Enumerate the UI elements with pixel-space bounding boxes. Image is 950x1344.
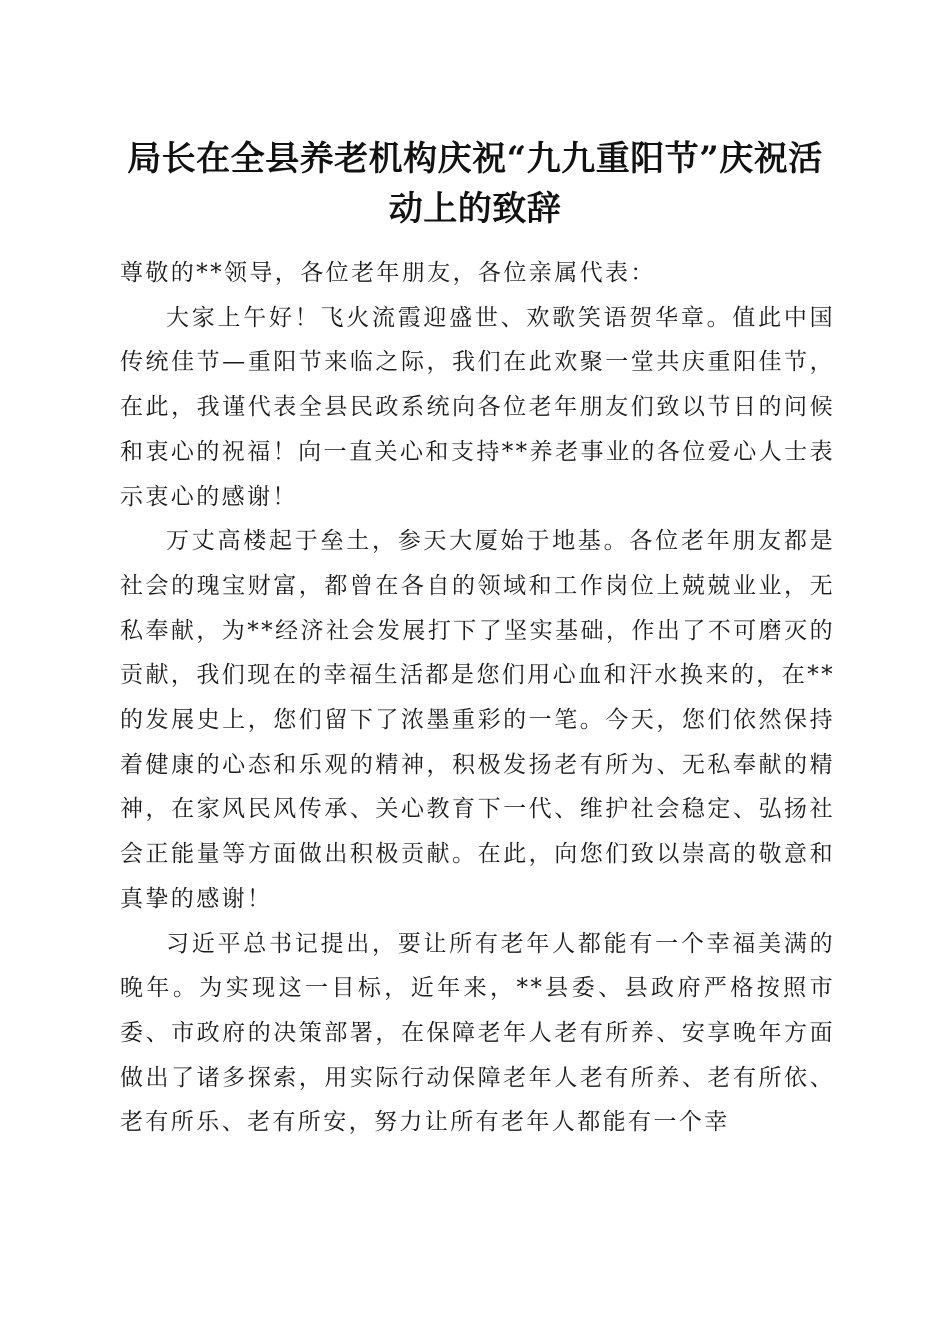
paragraph-3: 习近平总书记提出，要让所有老年人都能有一个幸福美满的晚年。为实现这一目标，近年来，**县委、县政府严格按照市委、市政府的决策部署，在保障老年人老有所养、安享晚年方面做出了诸多探索，用实际行动保障老年人老有所养、老有所依、老有所乐、老有所安，努力让所有老年人都能有一个幸 xyxy=(120,930,835,1136)
document-body xyxy=(120,251,835,1145)
salutation: 尊敬的**领导，各位老年朋友，各位亲属代表： xyxy=(120,260,656,286)
document-title: 局长在全县养老机构庆祝“九九重阳节”庆祝活动上的致辞 xyxy=(127,139,823,229)
paragraph-2: 万丈高楼起于垒土，参天大厦始于地基。各位老年朋友都是社会的瑰宝财富，都曾在各自的领域和工作岗位上兢兢业业，无私奉献，为**经济社会发展打下了坚实基础，作出了不可磨灭的贡献，我们现在的幸福生活都是您们用心血和汗水换来的，在**的发展史上，您们留下了浓墨重彩的一笔。今天，您们依然保持着健康的心态和乐观的精神，积极发扬老有所为、无私奉献的精神，在家风民风传承、关心教育下一代、维护社会稳定、弘扬社会正能量等方面做出积极贡献。在此，向您们致以崇高的敬意和真挚的感谢！ xyxy=(120,528,835,912)
paragraph-1: 大家上午好！飞火流霞迎盛世、欢歌笑语贺华章。值此中国传统佳节—重阳节来临之际，我们在此欢聚一堂共庆重阳佳节，在此，我谨代表全县民政系统向各位老年朋友们致以节日的问候和衷心的祝福！向一直关心和支持**养老事业的各位爱心人士表示衷心的感谢！ xyxy=(120,304,835,510)
